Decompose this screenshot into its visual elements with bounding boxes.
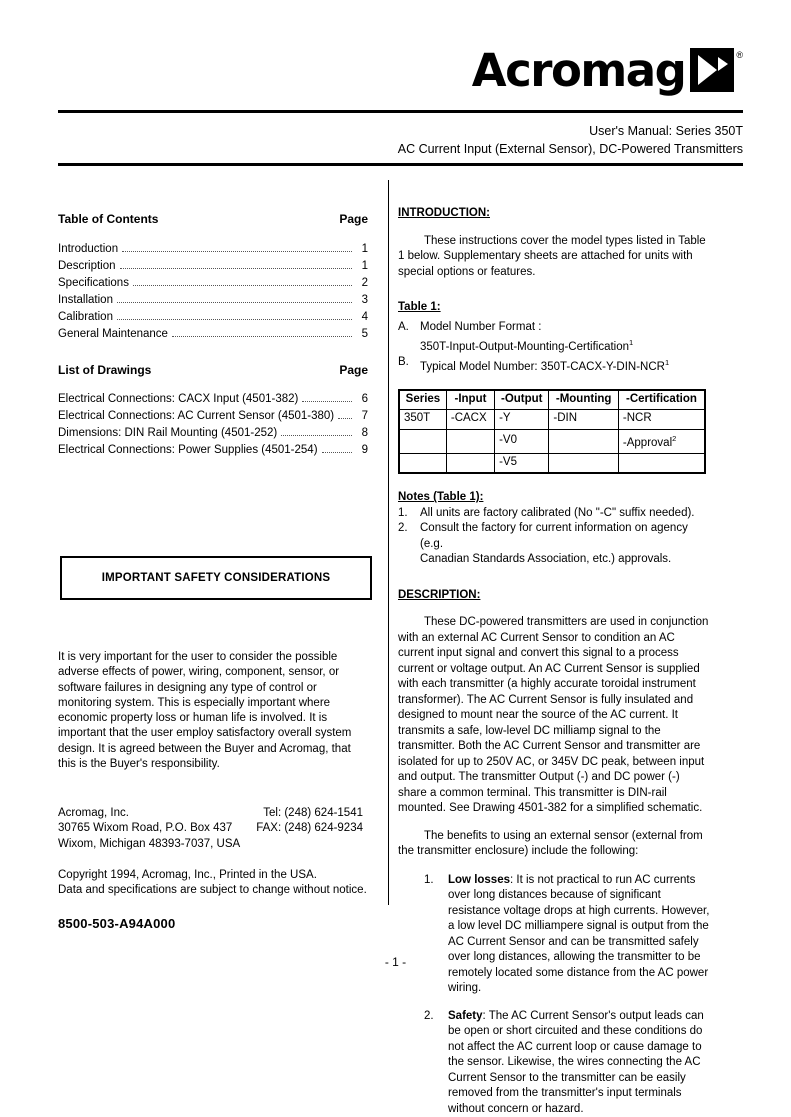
company-telephone: Tel: (248) 624-1541 bbox=[263, 807, 363, 819]
note-item-continuation bbox=[398, 552, 710, 568]
note-marker-spacer bbox=[398, 552, 420, 568]
benefit-item bbox=[398, 1009, 710, 1117]
cell-output: -V0 bbox=[495, 429, 549, 453]
cell-certification bbox=[618, 429, 705, 453]
drawings-page-header: Page bbox=[339, 363, 368, 377]
toc-entry-page: 2 bbox=[361, 277, 368, 289]
introduction-paragraph: These instructions cover the model types listed in Table 1 below. Supplementary sheets are attached for units with special options or features. bbox=[398, 234, 706, 278]
toc-leader-dots bbox=[120, 260, 352, 269]
toc-entry-page: 3 bbox=[361, 294, 368, 306]
toc-entry-page: 5 bbox=[361, 328, 368, 340]
drawing-entry[interactable] bbox=[58, 442, 368, 459]
manual-title-line2: AC Current Input (External Sensor), DC-Powered Transmitters bbox=[397, 142, 743, 156]
toc-leader-dots bbox=[133, 277, 352, 286]
cell-mounting bbox=[549, 429, 618, 453]
company-address-block bbox=[58, 806, 371, 932]
part-number: 8500-503-A94A000 bbox=[58, 916, 176, 932]
benefit-item bbox=[398, 873, 710, 997]
left-column bbox=[58, 212, 368, 459]
company-fax: FAX: (248) 624-9234 bbox=[256, 822, 363, 835]
benefit-lead: Safety bbox=[448, 1009, 483, 1022]
typical-model-item bbox=[398, 355, 710, 375]
drawing-entry-page: 6 bbox=[361, 393, 368, 405]
toc-leader-dots bbox=[172, 328, 352, 337]
footnote-ref-1b: 1 bbox=[664, 358, 670, 368]
benefit-marker: 2. bbox=[424, 1009, 434, 1022]
item-marker-a: A. bbox=[398, 320, 409, 333]
copyright-line: Copyright 1994, Acromag, Inc., Printed in the USA. bbox=[58, 868, 317, 881]
column-header-input: -Input bbox=[446, 390, 494, 410]
toc-leader-dots bbox=[117, 311, 352, 320]
note-item bbox=[398, 506, 710, 522]
drawing-entry-page: 8 bbox=[361, 427, 368, 439]
toc-entry[interactable] bbox=[58, 275, 368, 292]
notes-heading: Notes (Table 1): bbox=[398, 491, 484, 504]
toc-list bbox=[58, 241, 368, 343]
header-rule-bottom bbox=[58, 163, 743, 166]
drawing-leader-dots bbox=[281, 427, 352, 436]
model-format-label: Model Number Format : bbox=[420, 320, 542, 333]
toc-leader-dots bbox=[117, 294, 352, 303]
cell-output: -Y bbox=[495, 410, 549, 430]
header-rule-top bbox=[58, 110, 743, 113]
benefit-body bbox=[448, 1009, 710, 1117]
toc-entry[interactable] bbox=[58, 241, 368, 258]
address-spacer bbox=[363, 837, 371, 852]
toc-entry-page: 1 bbox=[361, 260, 368, 272]
company-city: Wixom, Michigan 48393-7037, USA bbox=[58, 837, 241, 850]
toc-entry-label: General Maintenance bbox=[58, 328, 168, 340]
table-row bbox=[399, 429, 705, 453]
footnote-ref-1a: 1 bbox=[629, 338, 634, 347]
cell-series bbox=[399, 429, 446, 453]
manual-title-block bbox=[58, 122, 743, 158]
typical-model-label: Typical Model Number: 350T-CACX-Y-DIN-NCR bbox=[420, 361, 665, 374]
toc-entry-label: Specifications bbox=[58, 277, 129, 289]
table-row bbox=[399, 410, 705, 430]
disclaimer-line: Data and specifications are subject to change without notice. bbox=[58, 884, 367, 897]
model-number-items bbox=[398, 320, 710, 376]
drawing-entry[interactable] bbox=[58, 408, 368, 425]
toc-entry-label: Introduction bbox=[58, 243, 119, 255]
benefit-marker: 1. bbox=[424, 873, 434, 886]
table-header-row bbox=[399, 390, 705, 410]
toc-entry[interactable] bbox=[58, 258, 368, 275]
acromag-logo bbox=[471, 44, 743, 97]
drawing-leader-dots bbox=[338, 410, 352, 419]
address-line-city bbox=[58, 837, 371, 852]
drawing-leader-dots bbox=[322, 444, 352, 453]
address-line-street bbox=[58, 821, 371, 836]
list-of-drawings-header bbox=[58, 363, 368, 378]
toc-leader-dots bbox=[122, 243, 352, 252]
drawings-list bbox=[58, 391, 368, 459]
toc-title: Table of Contents bbox=[58, 212, 159, 226]
model-number-table bbox=[398, 389, 706, 475]
note-text: Consult the factory for current information on agency (e.g. bbox=[420, 522, 688, 550]
cell-output: -V5 bbox=[495, 453, 549, 473]
cell-mounting bbox=[549, 453, 618, 473]
cell-certification-text: -Approval bbox=[622, 436, 673, 449]
toc-entry-page: 1 bbox=[361, 243, 368, 255]
item-marker-b: B. bbox=[398, 356, 409, 369]
introduction-heading: INTRODUCTION: bbox=[398, 207, 490, 219]
drawing-entry-label: Electrical Connections: CACX Input (4501-382) bbox=[58, 393, 299, 405]
safety-body-text: It is very important for the user to consider the possible adverse effects of power, wiring, component, sensor, or software failures in designing any type of control or monitoring system. This is especially important where economic property loss or human life is involved. It is important that the user employ satisfactory overall system design. It is agreed between the Buyer and Acromag, that this is the Buyer's responsibility. bbox=[58, 651, 352, 771]
toc-entry-label: Description bbox=[58, 260, 116, 272]
acromag-triangle-mark-icon bbox=[690, 48, 734, 92]
benefit-text: : The AC Current Sensor's output leads can be open or short circuited and these conditions do not affect the AC current loop or cause damage to the sensor. Likewise, the wires connecting the AC Current Sensor to the transmitter can be easily removed from the transmitter's input terminals without concern or hazard. bbox=[448, 1009, 704, 1115]
large-triangle-icon bbox=[698, 55, 717, 85]
toc-page-header: Page bbox=[339, 212, 368, 226]
company-street: 30765 Wixom Road, P.O. Box 437 bbox=[58, 822, 233, 835]
note-text-continuation: Canadian Standards Association, etc.) approvals. bbox=[420, 553, 672, 566]
cell-input bbox=[446, 453, 494, 473]
note-marker: 2. bbox=[398, 522, 408, 535]
registered-trademark-icon: ® bbox=[736, 50, 743, 60]
note-text: All units are factory calibrated (No "-C" suffix needed). bbox=[420, 506, 695, 519]
model-format-value: 350T-Input-Output-Mounting-Certification bbox=[420, 340, 630, 353]
drawing-entry-page: 7 bbox=[361, 410, 368, 422]
description-paragraph-1: These DC-powered transmitters are used in conjunction with an external AC Current Sensor to condition an AC current input signal and convert this signal to a process current or voltage output. An AC Current Sensor is supplied with each transmitter (a highly accurate toroidal instrument transformer). The AC Current Sensor is fully insulated and designed to mount near the source of the AC current. It transmits a safe, low-level DC milliamp signal to the transmitter. Both the AC Current Sensor and transmitter are isolated for up to 250V AC, or 345V DC peak, between input and output. The transmitter Output (-) and DC power (-) share a common terminal. This transmitter is DIN-rail mounted. See Drawing 4501-382 for a simplified schematic. bbox=[398, 616, 709, 815]
note-item bbox=[398, 521, 710, 552]
benefit-lead: Low losses bbox=[448, 873, 510, 886]
description-paragraph-2: The benefits to using an external sensor (external from the transmitter enclosure) include the following: bbox=[398, 829, 703, 858]
notes-list bbox=[398, 506, 710, 568]
drawing-leader-dots bbox=[302, 393, 352, 402]
drawing-entry-label: Electrical Connections: AC Current Sensor (4501-380) bbox=[58, 410, 335, 422]
column-header-output: -Output bbox=[495, 390, 549, 410]
cell-certification: -NCR bbox=[618, 410, 705, 430]
small-triangle-icon bbox=[718, 57, 728, 71]
cell-series bbox=[399, 453, 446, 473]
column-divider bbox=[388, 180, 389, 905]
cell-input: -CACX bbox=[446, 410, 494, 430]
column-header-series: Series bbox=[399, 390, 446, 410]
address-line-company bbox=[58, 806, 371, 821]
company-name: Acromag, Inc. bbox=[58, 807, 129, 819]
table1-heading: Table 1: bbox=[398, 301, 441, 313]
table-row bbox=[399, 453, 705, 473]
toc-entry[interactable] bbox=[58, 292, 368, 309]
benefit-text: : It is not practical to run AC currents over long distances because of significant resistance voltage drops at high currents. However, a low level DC milliampere signal is output from the AC Current Sensor and can be transmitted safely over long distances, allowing the transmitter to be remotely located some distance from the AC power wiring. bbox=[448, 873, 710, 995]
toc-entry-label: Calibration bbox=[58, 311, 113, 323]
drawing-entry[interactable] bbox=[58, 425, 368, 442]
column-header-mounting: -Mounting bbox=[549, 390, 618, 410]
logo-wordmark: Acromag bbox=[471, 44, 686, 97]
cell-input bbox=[446, 429, 494, 453]
toc-entry-page: 4 bbox=[361, 311, 368, 323]
cell-mounting: -DIN bbox=[549, 410, 618, 430]
benefit-body bbox=[448, 873, 710, 997]
drawing-entry[interactable] bbox=[58, 391, 368, 408]
note-marker: 1. bbox=[398, 506, 408, 519]
model-format-value-row bbox=[420, 335, 710, 355]
toc-entry[interactable] bbox=[58, 326, 368, 343]
cell-certification bbox=[618, 453, 705, 473]
toc-entry[interactable] bbox=[58, 309, 368, 326]
drawings-title: List of Drawings bbox=[58, 363, 152, 377]
model-format-item bbox=[398, 320, 710, 336]
table-of-contents-header bbox=[58, 212, 368, 227]
safety-box-title: IMPORTANT SAFETY CONSIDERATIONS bbox=[101, 572, 331, 584]
safety-considerations-box bbox=[60, 556, 372, 600]
page-number-footer: - 1 - bbox=[384, 955, 407, 969]
column-header-certification: -Certification bbox=[618, 390, 705, 410]
footnote-ref-2: 2 bbox=[672, 433, 677, 443]
benefits-list bbox=[398, 873, 710, 1117]
cell-series: 350T bbox=[399, 410, 446, 430]
drawing-entry-label: Dimensions: DIN Rail Mounting (4501-252) bbox=[58, 427, 278, 439]
toc-entry-label: Installation bbox=[58, 294, 113, 306]
right-column bbox=[398, 206, 710, 1117]
drawing-entry-page: 9 bbox=[361, 444, 368, 456]
description-heading: DESCRIPTION: bbox=[398, 588, 481, 601]
manual-title-line1: User's Manual: Series 350T bbox=[589, 124, 743, 138]
drawing-entry-label: Electrical Connections: Power Supplies (4501-254) bbox=[58, 444, 318, 456]
